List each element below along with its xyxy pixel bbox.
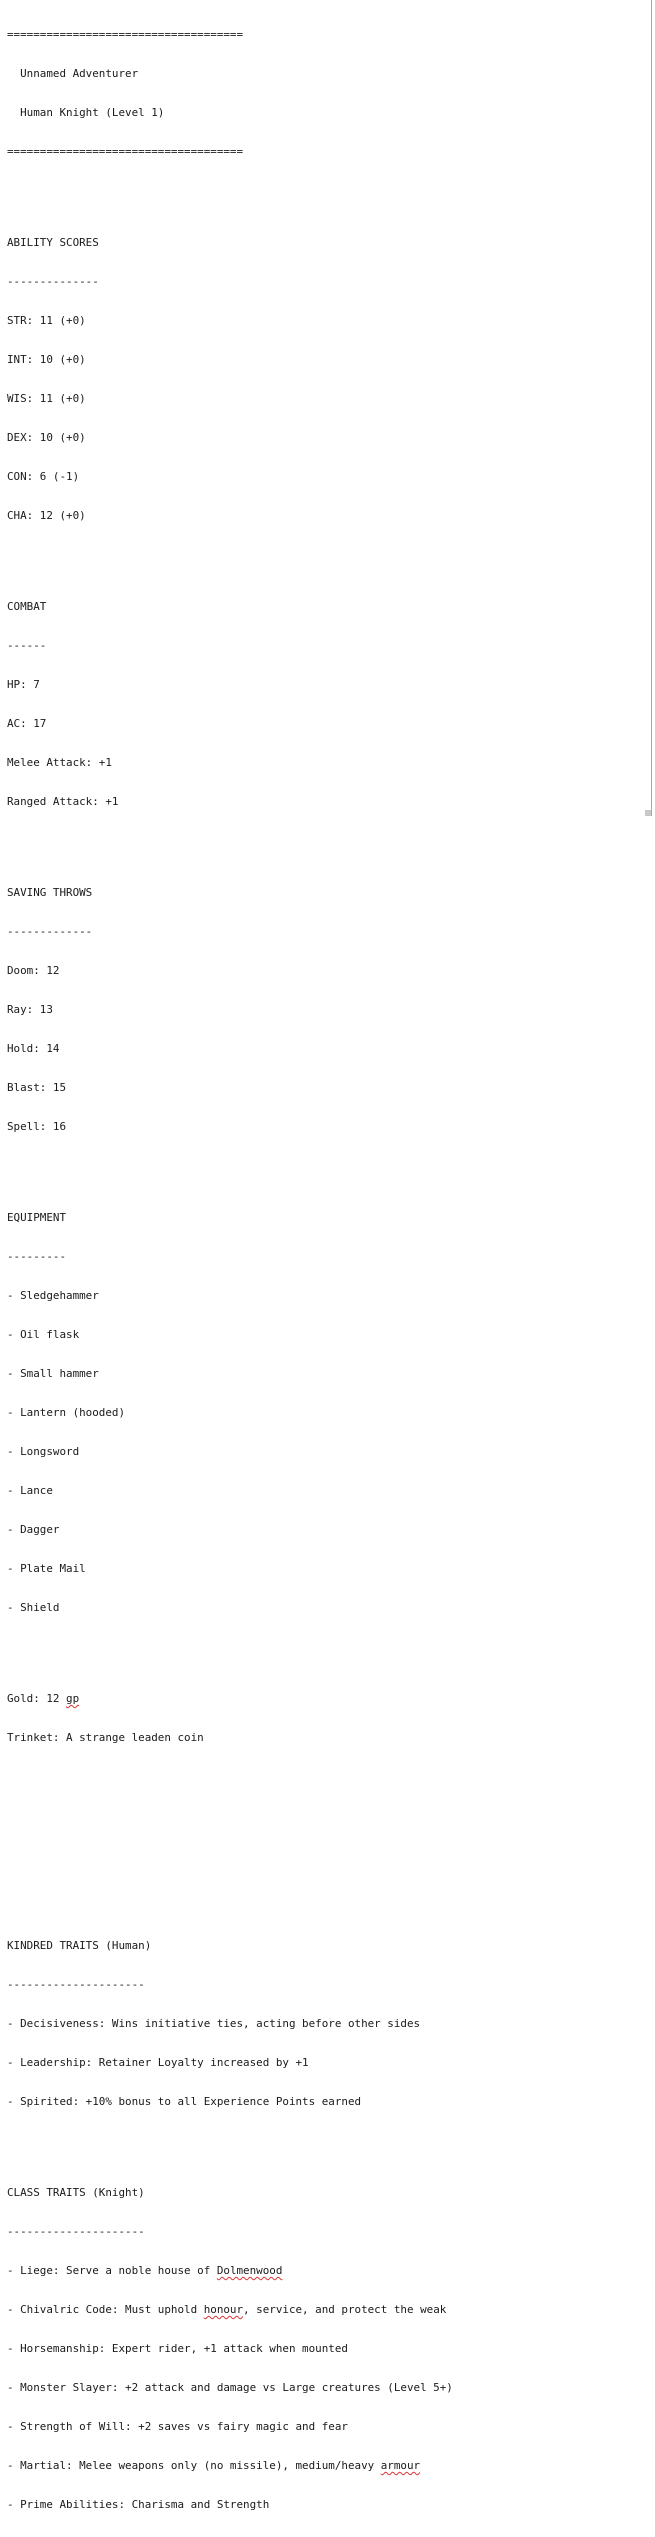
equipment-item: - Oil flask: [7, 1328, 80, 1341]
combat-line: Ranged Attack: +1: [7, 795, 119, 808]
blank-line: [7, 184, 647, 197]
saving-throws-heading: SAVING THROWS: [7, 886, 93, 899]
equipment-item: - Dagger: [7, 1523, 60, 1536]
combat-line: Melee Attack: +1: [7, 756, 112, 769]
saving-throw-line: Hold: 14: [7, 1042, 60, 1055]
equipment-item: - Lance: [7, 1484, 53, 1497]
ability-score-line: CON: 6 (-1): [7, 470, 80, 483]
equipment-heading: EQUIPMENT: [7, 1211, 67, 1224]
gold-line: [7, 1692, 647, 1705]
kindred-trait-line: - Decisiveness: Wins initiative ties, acting before other sides: [7, 2017, 421, 2030]
equipment-underline: ---------: [7, 1250, 67, 1263]
blank-line: [7, 1848, 647, 1861]
character-name: Unnamed Adventurer: [7, 67, 139, 80]
kindred-traits-heading: KINDRED TRAITS (Human): [7, 1939, 152, 1952]
kindred-trait-line: - Leadership: Retainer Loyalty increased by +1: [7, 2056, 309, 2069]
equipment-item: - Sledgehammer: [7, 1289, 99, 1302]
header-rule-top: ====================================: [7, 28, 244, 41]
class-trait-horsemanship: - Horsemanship: Expert rider, +1 attack when mounted: [7, 2342, 348, 2355]
combat-line: AC: 17: [7, 717, 47, 730]
ability-score-line: WIS: 11 (+0): [7, 392, 86, 405]
class-traits-underline: ---------------------: [7, 2225, 145, 2238]
blank-line: [7, 1809, 647, 1822]
equipment-item: - Lantern (hooded): [7, 1406, 126, 1419]
document-text-area[interactable]: [7, 2, 647, 2537]
blank-line: [7, 548, 647, 561]
ability-score-line: INT: 10 (+0): [7, 353, 86, 366]
chivalric-word: honour: [203, 2303, 244, 2316]
saving-throws-underline: -------------: [7, 925, 93, 938]
combat-line: HP: 7: [7, 678, 40, 691]
trinket-line: Trinket: A strange leaden coin: [7, 1731, 204, 1744]
equipment-item: - Plate Mail: [7, 1562, 86, 1575]
equipment-item: - Small hammer: [7, 1367, 99, 1380]
blank-line: [7, 1640, 647, 1653]
chivalric-text: - Chivalric Code: Must uphold: [7, 2303, 204, 2316]
gold-value: Gold: 12: [7, 1692, 67, 1705]
blank-line: [7, 2134, 647, 2147]
ability-score-line: CHA: 12 (+0): [7, 509, 86, 522]
liege-place: Dolmenwood: [216, 2264, 283, 2277]
character-subtitle: Human Knight (Level 1): [7, 106, 165, 119]
chivalric-suffix: , service, and protect the weak: [243, 2303, 447, 2316]
ability-score-line: DEX: 10 (+0): [7, 431, 86, 444]
saving-throw-line: Spell: 16: [7, 1120, 67, 1133]
combat-heading: COMBAT: [7, 600, 47, 613]
class-trait-strength-of-will: - Strength of Will: +2 saves vs fairy magic and fear: [7, 2420, 348, 2433]
saving-throw-line: Ray: 13: [7, 1003, 53, 1016]
kindred-trait-line: - Spirited: +10% bonus to all Experience Points earned: [7, 2095, 362, 2108]
combat-underline: ------: [7, 639, 47, 652]
class-trait-prime-abilities: - Prime Abilities: Charisma and Strength: [7, 2498, 270, 2511]
saving-throw-line: Blast: 15: [7, 1081, 67, 1094]
blank-line: [7, 834, 647, 847]
header-rule-bottom: ====================================: [7, 145, 244, 158]
blank-line: [7, 1770, 647, 1783]
class-trait-chivalric: [7, 2303, 647, 2316]
liege-text: - Liege: Serve a noble house of: [7, 2264, 217, 2277]
kindred-traits-underline: ---------------------: [7, 1978, 145, 1991]
gold-unit: gp: [66, 1692, 80, 1705]
saving-throw-line: Doom: 12: [7, 964, 60, 977]
martial-word: armour: [380, 2459, 421, 2472]
equipment-item: - Longsword: [7, 1445, 80, 1458]
ability-scores-underline: --------------: [7, 275, 99, 288]
class-trait-liege: [7, 2264, 647, 2277]
class-trait-monster-slayer: - Monster Slayer: +2 attack and damage vs Large creatures (Level 5+): [7, 2381, 453, 2394]
class-traits-heading: CLASS TRAITS (Knight): [7, 2186, 145, 2199]
blank-line: [7, 1159, 647, 1172]
ability-score-line: STR: 11 (+0): [7, 314, 86, 327]
class-trait-martial: [7, 2459, 647, 2472]
ability-scores-heading: ABILITY SCORES: [7, 236, 99, 249]
martial-text: - Martial: Melee weapons only (no missile), medium/heavy: [7, 2459, 381, 2472]
blank-line: [7, 1887, 647, 1900]
equipment-item: - Shield: [7, 1601, 60, 1614]
resize-corner[interactable]: [645, 810, 651, 816]
